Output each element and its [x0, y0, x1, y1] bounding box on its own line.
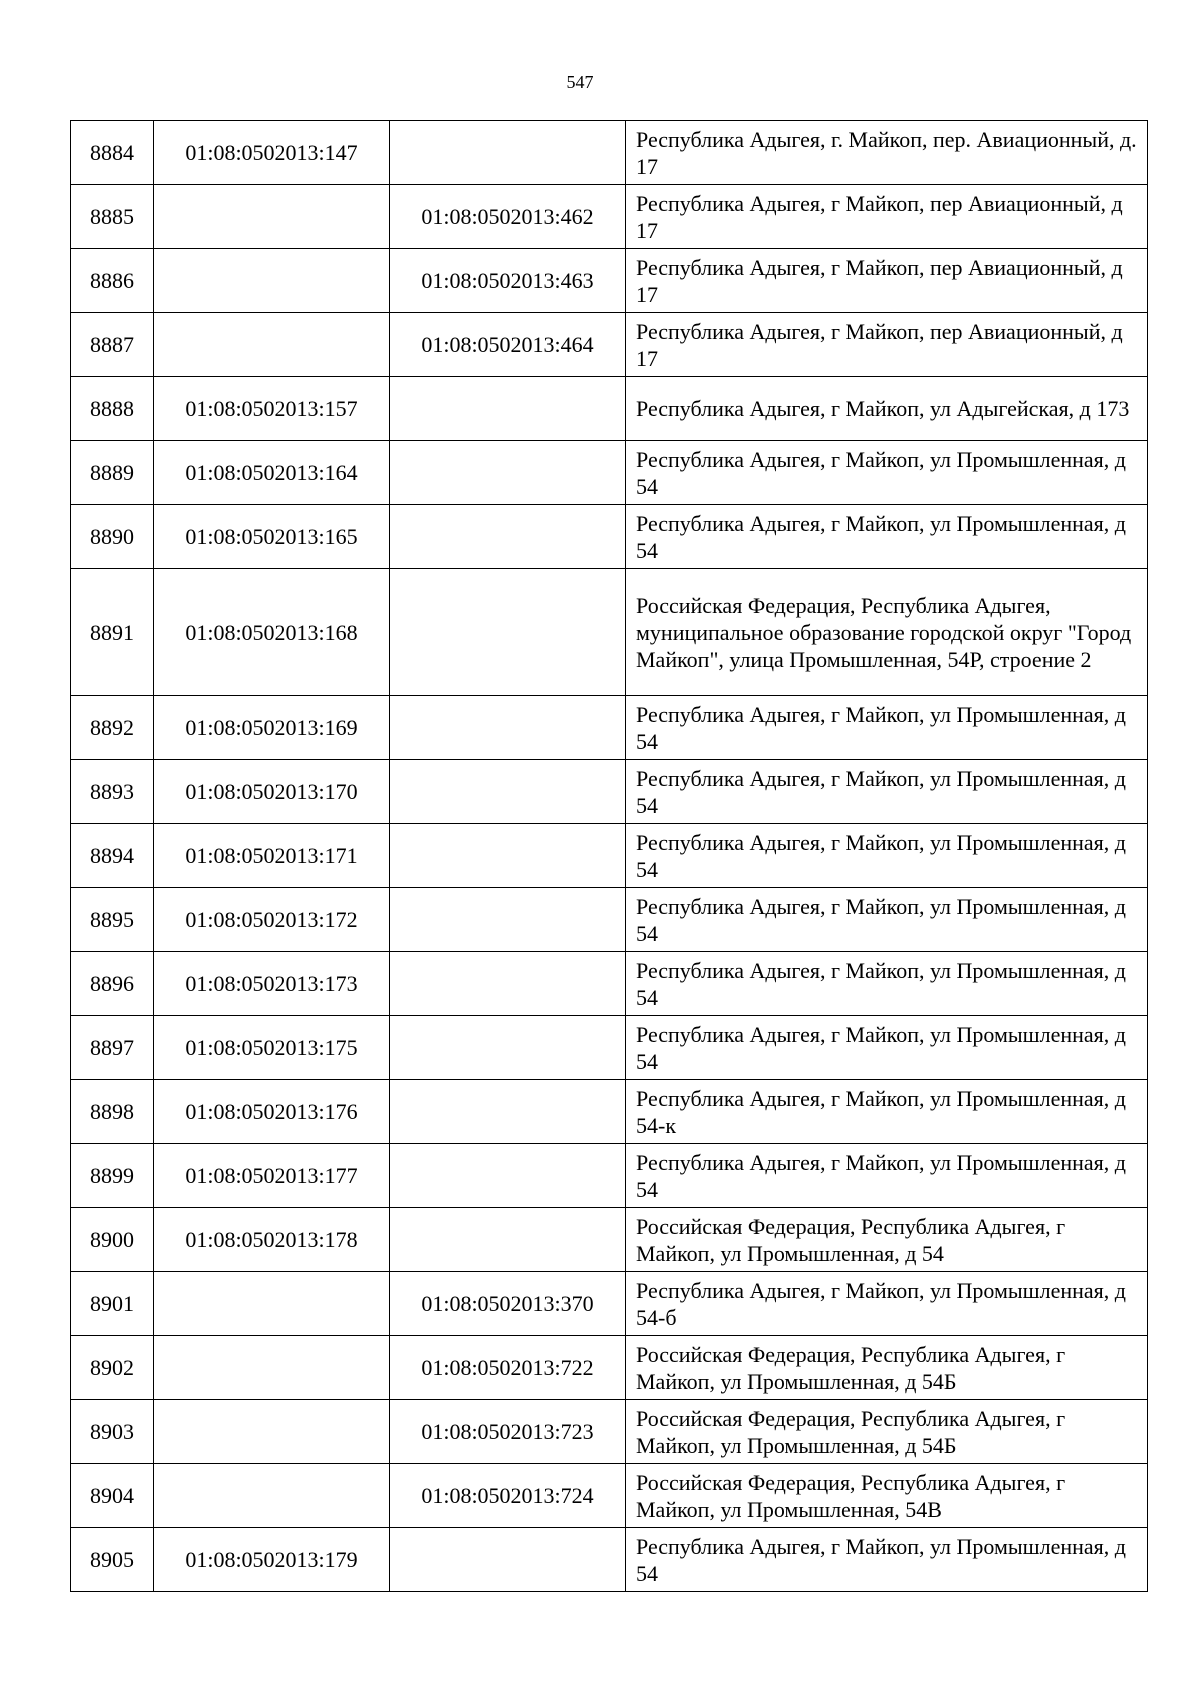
row-number-cell: 8896 [71, 952, 154, 1016]
child-cadastral-number-cell [390, 760, 626, 824]
cadastral-number-cell [154, 1272, 390, 1336]
row-number-cell: 8888 [71, 377, 154, 441]
child-cadastral-number-cell: 01:08:0502013:723 [390, 1400, 626, 1464]
table-row [71, 569, 1148, 696]
page-number: 547 [566, 72, 594, 92]
address-cell: Республика Адыгея, г Майкоп, пер Авиационный, д 17 [626, 249, 1148, 313]
cadastral-number-cell [154, 249, 390, 313]
row-number-cell: 8901 [71, 1272, 154, 1336]
registry-table [70, 120, 1148, 1592]
table-row [71, 1528, 1148, 1592]
address-cell: Республика Адыгея, г Майкоп, ул Адыгейская, д 173 [626, 377, 1148, 441]
child-cadastral-number-cell [390, 1208, 626, 1272]
table-row [71, 1336, 1148, 1400]
address-cell: Республика Адыгея, г Майкоп, ул Промышленная, д 54-б [626, 1272, 1148, 1336]
table-row [71, 185, 1148, 249]
table-row [71, 1464, 1148, 1528]
row-number-cell: 8904 [71, 1464, 154, 1528]
child-cadastral-number-cell [390, 1144, 626, 1208]
table-row [71, 824, 1148, 888]
child-cadastral-number-cell: 01:08:0502013:463 [390, 249, 626, 313]
cadastral-number-cell: 01:08:0502013:147 [154, 121, 390, 185]
cadastral-number-cell [154, 1464, 390, 1528]
table-row [71, 1272, 1148, 1336]
table-row [71, 696, 1148, 760]
cadastral-number-cell: 01:08:0502013:173 [154, 952, 390, 1016]
cadastral-number-cell: 01:08:0502013:171 [154, 824, 390, 888]
registry-table-body [71, 121, 1148, 1592]
cadastral-number-cell: 01:08:0502013:179 [154, 1528, 390, 1592]
address-cell: Республика Адыгея, г Майкоп, ул Промышленная, д 54 [626, 824, 1148, 888]
table-row [71, 1144, 1148, 1208]
child-cadastral-number-cell [390, 121, 626, 185]
address-cell: Республика Адыгея, г Майкоп, ул Промышленная, д 54 [626, 1528, 1148, 1592]
cadastral-number-cell: 01:08:0502013:172 [154, 888, 390, 952]
address-cell: Республика Адыгея, г Майкоп, ул Промышленная, д 54 [626, 1144, 1148, 1208]
child-cadastral-number-cell: 01:08:0502013:722 [390, 1336, 626, 1400]
table-row [71, 441, 1148, 505]
child-cadastral-number-cell: 01:08:0502013:724 [390, 1464, 626, 1528]
cadastral-number-cell [154, 313, 390, 377]
cadastral-number-cell: 01:08:0502013:164 [154, 441, 390, 505]
address-cell: Российская Федерация, Республика Адыгея, г Майкоп, ул Промышленная, д 54 [626, 1208, 1148, 1272]
address-cell: Российская Федерация, Республика Адыгея, г Майкоп, ул Промышленная, д 54Б [626, 1336, 1148, 1400]
address-cell: Республика Адыгея, г Майкоп, ул Промышленная, д 54 [626, 1016, 1148, 1080]
table-row [71, 1080, 1148, 1144]
child-cadastral-number-cell: 01:08:0502013:370 [390, 1272, 626, 1336]
row-number-cell: 8892 [71, 696, 154, 760]
child-cadastral-number-cell [390, 441, 626, 505]
address-cell: Российская Федерация, Республика Адыгея, г Майкоп, ул Промышленная, 54В [626, 1464, 1148, 1528]
child-cadastral-number-cell [390, 696, 626, 760]
row-number-cell: 8898 [71, 1080, 154, 1144]
cadastral-number-cell [154, 185, 390, 249]
cadastral-number-cell: 01:08:0502013:170 [154, 760, 390, 824]
cadastral-number-cell: 01:08:0502013:157 [154, 377, 390, 441]
child-cadastral-number-cell [390, 1528, 626, 1592]
cadastral-number-cell: 01:08:0502013:176 [154, 1080, 390, 1144]
address-cell: Республика Адыгея, г Майкоп, ул Промышленная, д 54 [626, 952, 1148, 1016]
row-number-cell: 8890 [71, 505, 154, 569]
address-cell: Республика Адыгея, г. Майкоп, пер. Авиационный, д. 17 [626, 121, 1148, 185]
address-cell: Республика Адыгея, г Майкоп, ул Промышленная, д 54 [626, 696, 1148, 760]
address-cell: Республика Адыгея, г Майкоп, ул Промышленная, д 54 [626, 888, 1148, 952]
address-cell: Российская Федерация, Республика Адыгея, муниципальное образование городской округ "Город Майкоп", улица Промышленная, 54Р, строение 2 [626, 569, 1148, 696]
row-number-cell: 8894 [71, 824, 154, 888]
row-number-cell: 8887 [71, 313, 154, 377]
cadastral-number-cell: 01:08:0502013:175 [154, 1016, 390, 1080]
child-cadastral-number-cell [390, 505, 626, 569]
child-cadastral-number-cell [390, 1080, 626, 1144]
table-row [71, 377, 1148, 441]
row-number-cell: 8905 [71, 1528, 154, 1592]
table-row [71, 313, 1148, 377]
address-cell: Республика Адыгея, г Майкоп, ул Промышленная, д 54 [626, 505, 1148, 569]
table-row [71, 760, 1148, 824]
table-row [71, 1016, 1148, 1080]
address-cell: Российская Федерация, Республика Адыгея, г Майкоп, ул Промышленная, д 54Б [626, 1400, 1148, 1464]
row-number-cell: 8885 [71, 185, 154, 249]
row-number-cell: 8900 [71, 1208, 154, 1272]
table-row [71, 1208, 1148, 1272]
table-row [71, 952, 1148, 1016]
row-number-cell: 8902 [71, 1336, 154, 1400]
child-cadastral-number-cell [390, 888, 626, 952]
address-cell: Республика Адыгея, г Майкоп, ул Промышленная, д 54 [626, 441, 1148, 505]
address-cell: Республика Адыгея, г Майкоп, пер Авиационный, д 17 [626, 313, 1148, 377]
cadastral-number-cell: 01:08:0502013:177 [154, 1144, 390, 1208]
row-number-cell: 8891 [71, 569, 154, 696]
table-row [71, 1400, 1148, 1464]
cadastral-number-cell [154, 1336, 390, 1400]
cadastral-number-cell: 01:08:0502013:165 [154, 505, 390, 569]
row-number-cell: 8886 [71, 249, 154, 313]
row-number-cell: 8884 [71, 121, 154, 185]
cadastral-number-cell: 01:08:0502013:178 [154, 1208, 390, 1272]
address-cell: Республика Адыгея, г Майкоп, ул Промышленная, д 54 [626, 760, 1148, 824]
cadastral-number-cell: 01:08:0502013:169 [154, 696, 390, 760]
cadastral-number-cell: 01:08:0502013:168 [154, 569, 390, 696]
row-number-cell: 8893 [71, 760, 154, 824]
row-number-cell: 8897 [71, 1016, 154, 1080]
address-cell: Республика Адыгея, г Майкоп, ул Промышленная, д 54-к [626, 1080, 1148, 1144]
cadastral-number-cell [154, 1400, 390, 1464]
table-row [71, 121, 1148, 185]
row-number-cell: 8895 [71, 888, 154, 952]
child-cadastral-number-cell: 01:08:0502013:462 [390, 185, 626, 249]
row-number-cell: 8903 [71, 1400, 154, 1464]
child-cadastral-number-cell [390, 824, 626, 888]
child-cadastral-number-cell [390, 377, 626, 441]
address-cell: Республика Адыгея, г Майкоп, пер Авиационный, д 17 [626, 185, 1148, 249]
child-cadastral-number-cell: 01:08:0502013:464 [390, 313, 626, 377]
row-number-cell: 8899 [71, 1144, 154, 1208]
child-cadastral-number-cell [390, 569, 626, 696]
row-number-cell: 8889 [71, 441, 154, 505]
table-row [71, 888, 1148, 952]
child-cadastral-number-cell [390, 1016, 626, 1080]
table-row [71, 505, 1148, 569]
child-cadastral-number-cell [390, 952, 626, 1016]
table-row [71, 249, 1148, 313]
